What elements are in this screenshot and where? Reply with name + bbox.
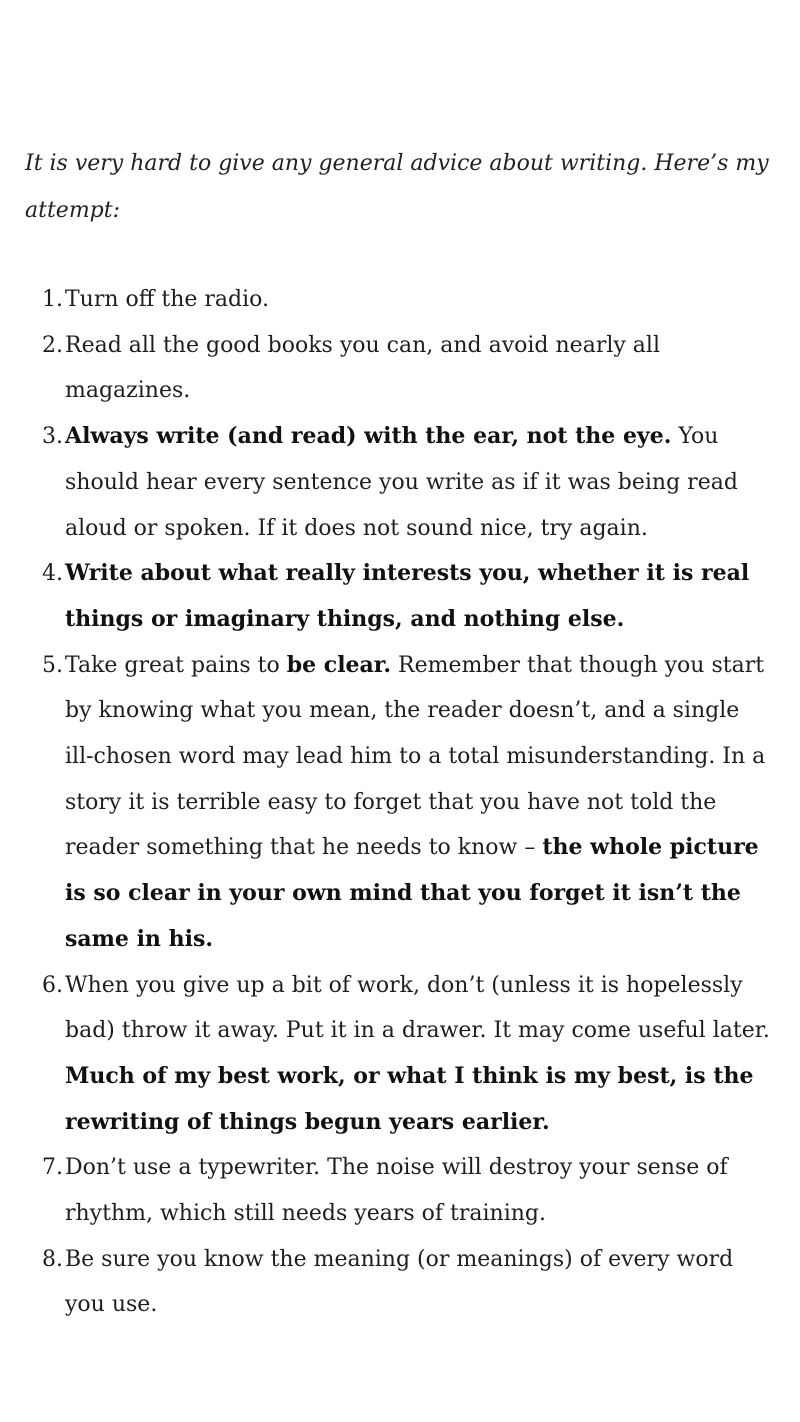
advice-item bbox=[25, 551, 770, 642]
bold-text: Much of my best work, or what I think is my best, is the rewriting of things begun years earlier. bbox=[65, 1062, 754, 1135]
item-number: 1. bbox=[42, 287, 63, 312]
item-text: When you give up a bit of work, don’t (unless it is hopelessly bad) throw it away. Put it in a drawer. It may come useful later. bbox=[65, 972, 770, 1044]
item-number: 8. bbox=[42, 1246, 63, 1272]
advice-item bbox=[25, 1145, 770, 1236]
item-number: 4. bbox=[42, 561, 63, 587]
advice-item bbox=[25, 277, 770, 323]
item-text: Be sure you know the meaning (or meanings) of every word you use. bbox=[65, 1246, 734, 1318]
advice-item bbox=[25, 1237, 770, 1328]
intro-paragraph: It is very hard to give any general advice about writing. Here’s my attempt: bbox=[25, 151, 769, 223]
item-text: Remember that though you start by knowing what you mean, the reader doesn’t, and a single ill-chosen word may lead him to a total misunderstanding. In a story it is terrible easy to forget that you have not told the reader something that he needs to know – bbox=[65, 652, 766, 861]
item-number: 5. bbox=[42, 652, 63, 678]
item-number: 3. bbox=[42, 424, 63, 450]
item-number: 6. bbox=[42, 972, 63, 998]
bold-text: Write about what really interests you, whether it is real things or imaginary things, and nothing else. bbox=[65, 560, 750, 632]
item-text: Read all the good books you can, and avoid nearly all magazines. bbox=[65, 332, 660, 404]
item-text: Don’t use a typewriter. The noise will destroy your sense of rhythm, which still needs years of training. bbox=[65, 1155, 728, 1227]
item-text: Take great pains to bbox=[65, 652, 287, 678]
bold-text: the whole picture is so clear in your own mind that you forget it isn’t the same in his. bbox=[65, 834, 759, 952]
advice-item bbox=[25, 414, 770, 551]
advice-item bbox=[25, 963, 770, 1146]
item-text: You should hear every sentence you write as if it was being read aloud or spoken. If it does not sound nice, try again. bbox=[65, 424, 738, 541]
bold-text: Always write (and read) with the ear, not the eye. bbox=[65, 423, 672, 450]
item-number: 2. bbox=[42, 332, 63, 358]
item-number: 7. bbox=[42, 1155, 63, 1181]
article bbox=[25, 140, 775, 1318]
bold-text: be clear. bbox=[286, 651, 392, 678]
advice-item bbox=[25, 643, 770, 963]
advice-item bbox=[25, 323, 770, 414]
advice-list bbox=[25, 277, 770, 1328]
item-text: Turn off the radio. bbox=[65, 287, 270, 312]
